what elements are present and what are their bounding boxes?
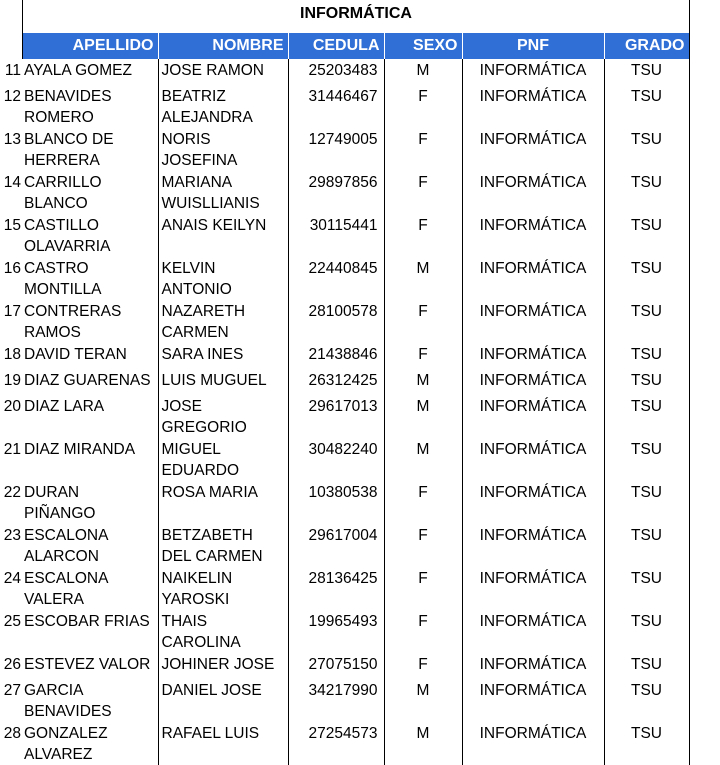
cell-sexo: M	[384, 257, 462, 300]
row-number: 15	[3, 217, 21, 234]
row-number: 14	[3, 174, 21, 191]
table-row	[0, 214, 689, 257]
table-row	[0, 395, 689, 438]
table-header-row	[0, 33, 689, 59]
cell-sexo: M	[384, 369, 462, 395]
row-number: 21	[3, 441, 21, 458]
cell-cedula: 30482240	[288, 438, 384, 481]
cell-nombre: KELVIN ANTONIO	[158, 257, 288, 300]
cell-sexo: M	[384, 395, 462, 438]
cell-grado: TSU	[604, 481, 689, 524]
cell-sexo: M	[384, 722, 462, 765]
cell-grado: TSU	[604, 85, 689, 128]
cell-pnf: INFORMÁTICA	[462, 653, 604, 679]
cell-apellido: BLANCO DE HERRERA	[22, 128, 158, 171]
cell-nombre: NAIKELIN YAROSKI	[158, 567, 288, 610]
row-number: 16	[3, 260, 21, 277]
cell-cedula: 25203483	[288, 59, 384, 85]
row-number: 13	[3, 131, 21, 148]
cell-cedula: 29617013	[288, 395, 384, 438]
header-pnf: PNF	[462, 33, 604, 59]
cell-grado: TSU	[604, 369, 689, 395]
cell-apellido: GARCIA BENAVIDES	[22, 679, 158, 722]
cell-nombre: ROSA MARIA	[158, 481, 288, 524]
cell-nombre: JOSE RAMON	[158, 59, 288, 85]
cell-nombre: NORIS JOSEFINA	[158, 128, 288, 171]
cell-nombre: MIGUEL EDUARDO	[158, 438, 288, 481]
table-row	[0, 171, 689, 214]
cell-sexo: F	[384, 610, 462, 653]
cell-sexo: F	[384, 653, 462, 679]
cell-pnf: INFORMÁTICA	[462, 128, 604, 171]
cell-apellido: DIAZ GUARENAS	[22, 369, 158, 395]
cell-apellido: CASTILLO OLAVARRIA	[22, 214, 158, 257]
cell-apellido: DAVID TERAN	[22, 343, 158, 369]
cell-grado: TSU	[604, 610, 689, 653]
cell-sexo: F	[384, 567, 462, 610]
table-row	[0, 128, 689, 171]
cell-cedula: 12749005	[288, 128, 384, 171]
cell-nombre: LUIS MUGUEL	[158, 369, 288, 395]
cell-sexo: F	[384, 481, 462, 524]
cell-apellido: BENAVIDES ROMERO	[22, 85, 158, 128]
cell-pnf: INFORMÁTICA	[462, 369, 604, 395]
cell-cedula: 26312425	[288, 369, 384, 395]
row-number: 17	[3, 303, 21, 320]
cell-sexo: F	[384, 524, 462, 567]
cell-apellido: DURAN PIÑANGO	[22, 481, 158, 524]
cell-grado: TSU	[604, 567, 689, 610]
cell-apellido: DIAZ LARA	[22, 395, 158, 438]
cell-cedula: 21438846	[288, 343, 384, 369]
row-number: 18	[3, 346, 21, 363]
cell-grado: TSU	[604, 524, 689, 567]
cell-sexo: F	[384, 343, 462, 369]
cell-pnf: INFORMÁTICA	[462, 343, 604, 369]
table-row	[0, 343, 689, 369]
cell-cedula: 27075150	[288, 653, 384, 679]
table-row	[0, 722, 689, 765]
cell-cedula: 28136425	[288, 567, 384, 610]
cell-grado: TSU	[604, 257, 689, 300]
table-row	[0, 85, 689, 128]
cell-apellido: CASTRO MONTILLA	[22, 257, 158, 300]
cell-grado: TSU	[604, 653, 689, 679]
cell-grado: TSU	[604, 59, 689, 85]
cell-grado: TSU	[604, 679, 689, 722]
row-number: 26	[3, 656, 21, 673]
cell-pnf: INFORMÁTICA	[462, 438, 604, 481]
cell-apellido: ESCALONA VALERA	[22, 567, 158, 610]
cell-pnf: INFORMÁTICA	[462, 59, 604, 85]
row-number: 25	[3, 613, 21, 630]
cell-sexo: F	[384, 171, 462, 214]
cell-sexo: F	[384, 85, 462, 128]
cell-pnf: INFORMÁTICA	[462, 524, 604, 567]
cell-cedula: 19965493	[288, 610, 384, 653]
row-number: 23	[3, 527, 21, 544]
cell-nombre: BEATRIZ ALEJANDRA	[158, 85, 288, 128]
cell-nombre: BETZABETH DEL CARMEN	[158, 524, 288, 567]
cell-apellido: ESTEVEZ VALOR	[22, 653, 158, 679]
page-title: INFORMÁTICA	[22, 0, 690, 33]
cell-nombre: ANAIS KEILYN	[158, 214, 288, 257]
cell-grado: TSU	[604, 300, 689, 343]
cell-pnf: INFORMÁTICA	[462, 395, 604, 438]
table-row	[0, 369, 689, 395]
cell-pnf: INFORMÁTICA	[462, 171, 604, 214]
table-row	[0, 300, 689, 343]
cell-nombre: NAZARETH CARMEN	[158, 300, 288, 343]
cell-grado: TSU	[604, 214, 689, 257]
cell-nombre: MARIANA WUISLLIANIS	[158, 171, 288, 214]
header-cedula: CEDULA	[288, 33, 384, 59]
cell-cedula: 34217990	[288, 679, 384, 722]
cell-pnf: INFORMÁTICA	[462, 722, 604, 765]
cell-sexo: F	[384, 300, 462, 343]
table-row	[0, 481, 689, 524]
table-row	[0, 567, 689, 610]
cell-cedula: 29897856	[288, 171, 384, 214]
cell-cedula: 28100578	[288, 300, 384, 343]
row-number: 22	[3, 484, 21, 501]
cell-grado: TSU	[604, 343, 689, 369]
header-sexo: SEXO	[384, 33, 462, 59]
table-row	[0, 438, 689, 481]
cell-grado: TSU	[604, 438, 689, 481]
header-row-number	[0, 33, 22, 59]
cell-grado: TSU	[604, 722, 689, 765]
cell-sexo: F	[384, 128, 462, 171]
cell-pnf: INFORMÁTICA	[462, 214, 604, 257]
cell-cedula: 22440845	[288, 257, 384, 300]
cell-cedula: 29617004	[288, 524, 384, 567]
table-row	[0, 679, 689, 722]
cell-sexo: M	[384, 679, 462, 722]
cell-nombre: JOSE GREGORIO	[158, 395, 288, 438]
table-row	[0, 610, 689, 653]
cell-pnf: INFORMÁTICA	[462, 567, 604, 610]
cell-cedula: 31446467	[288, 85, 384, 128]
header-nombre: NOMBRE	[158, 33, 288, 59]
cell-pnf: INFORMÁTICA	[462, 300, 604, 343]
cell-sexo: M	[384, 438, 462, 481]
cell-cedula: 10380538	[288, 481, 384, 524]
cell-grado: TSU	[604, 395, 689, 438]
row-number: 11	[4, 62, 21, 79]
cell-grado: TSU	[604, 171, 689, 214]
row-number: 12	[3, 88, 21, 105]
row-number: 28	[3, 725, 21, 742]
header-grado: GRADO	[604, 33, 689, 59]
cell-grado: TSU	[604, 128, 689, 171]
table-row	[0, 257, 689, 300]
cell-pnf: INFORMÁTICA	[462, 481, 604, 524]
cell-pnf: INFORMÁTICA	[462, 610, 604, 653]
row-number: 27	[3, 682, 21, 699]
cell-cedula: 27254573	[288, 722, 384, 765]
row-number: 20	[3, 398, 21, 415]
table-row	[0, 653, 689, 679]
row-number: 24	[3, 570, 21, 587]
cell-apellido: ESCOBAR FRIAS	[22, 610, 158, 653]
cell-cedula: 30115441	[288, 214, 384, 257]
cell-pnf: INFORMÁTICA	[462, 85, 604, 128]
cell-apellido: CONTRERAS RAMOS	[22, 300, 158, 343]
cell-apellido: AYALA GOMEZ	[22, 59, 158, 85]
header-apellido: APELLIDO	[22, 33, 158, 59]
row-number: 19	[3, 372, 21, 389]
student-table	[0, 33, 690, 765]
cell-apellido: CARRILLO BLANCO	[22, 171, 158, 214]
cell-nombre: SARA INES	[158, 343, 288, 369]
table-row	[0, 524, 689, 567]
cell-nombre: RAFAEL LUIS	[158, 722, 288, 765]
cell-apellido: ESCALONA ALARCON	[22, 524, 158, 567]
cell-sexo: F	[384, 214, 462, 257]
cell-apellido: DIAZ MIRANDA	[22, 438, 158, 481]
cell-pnf: INFORMÁTICA	[462, 257, 604, 300]
cell-sexo: M	[384, 59, 462, 85]
cell-nombre: JOHINER JOSE	[158, 653, 288, 679]
table-row	[0, 59, 689, 85]
cell-nombre: DANIEL JOSE	[158, 679, 288, 722]
cell-nombre: THAIS CAROLINA	[158, 610, 288, 653]
cell-pnf: INFORMÁTICA	[462, 679, 604, 722]
cell-apellido: GONZALEZ ALVAREZ	[22, 722, 158, 765]
